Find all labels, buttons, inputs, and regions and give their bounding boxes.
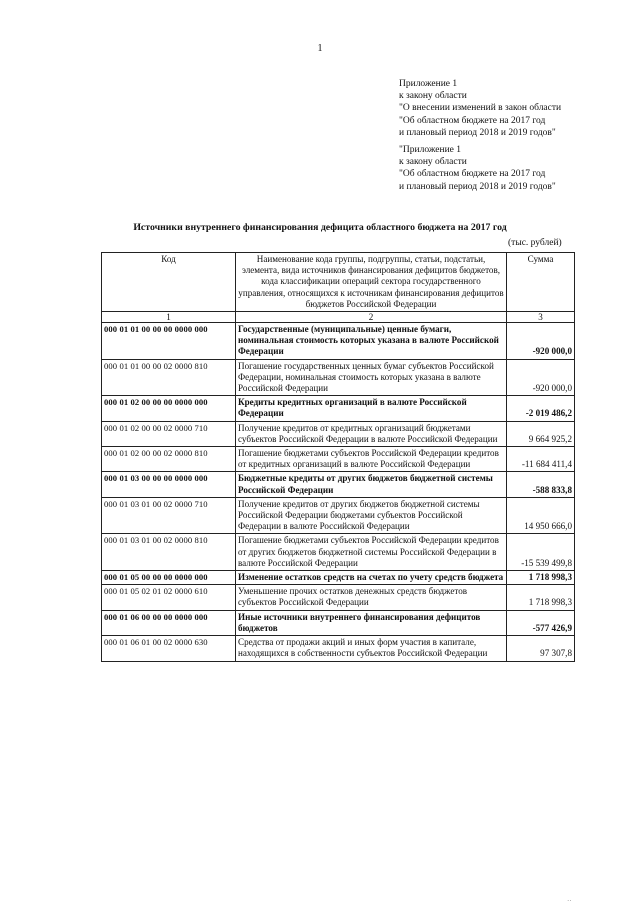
- name-cell: Изменение остатков средств на счетах по учету средств бюджета: [236, 571, 507, 585]
- name-cell: Погашение бюджетами субъектов Российской Федерации кредитов от кредитных организаций в валюте Российской Федерации: [236, 447, 507, 472]
- code-cell: 000 01 02 00 00 02 0000 710: [102, 421, 236, 446]
- column-number: 2: [236, 312, 507, 323]
- table-row: [102, 472, 575, 497]
- appendix-block-amendment: [399, 78, 629, 139]
- appendix-line: "О внесении изменений в закон области: [399, 103, 562, 114]
- name-cell: Кредиты кредитных организаций в валюте Российской Федерации: [236, 396, 507, 421]
- appendix-block-original: [399, 144, 629, 193]
- sum-cell: -11 684 411,4: [507, 447, 575, 472]
- appendix-line: "Об областном бюджете на 2017 год: [399, 115, 546, 126]
- name-cell: Бюджетные кредиты от других бюджетов бюджетной системы Российской Федерации: [236, 472, 507, 497]
- header-code: Код: [102, 253, 236, 312]
- units-label: (тыс. рублей): [508, 238, 562, 248]
- code-cell: 000 01 05 00 00 00 0000 000: [102, 571, 236, 585]
- sum-cell: 14 950 666,0: [507, 497, 575, 534]
- sum-cell: 1 718 998,3: [507, 571, 575, 585]
- name-cell: Государственные (муниципальные) ценные бумаги, номинальная стоимость которых указана в валюте Российской Федерации: [236, 323, 507, 360]
- sum-cell: -920 000,0: [507, 323, 575, 360]
- sum-cell: -2 019 486,2: [507, 396, 575, 421]
- appendix-line: "Об областном бюджете на 2017 год: [399, 169, 546, 180]
- code-cell: 000 01 06 00 00 00 0000 000: [102, 610, 236, 635]
- name-cell: Погашение государственных ценных бумаг субъектов Российской Федерации, номинальная стоимость которых указана в валюте Российской Федерации: [236, 359, 507, 396]
- financing-sources-table: [101, 252, 575, 662]
- column-number-row: [102, 312, 575, 323]
- sum-cell: -920 000,0: [507, 359, 575, 396]
- code-cell: 000 01 02 00 00 00 0000 000: [102, 396, 236, 421]
- appendix-line: и плановый период 2018 и 2019 годов": [399, 181, 556, 192]
- table-row: [102, 323, 575, 360]
- table-row: [102, 636, 575, 661]
- corner-mark: ··: [567, 897, 572, 905]
- name-cell: Получение кредитов от кредитных организаций бюджетами субъектов Российской Федерации в валюте Российской Федерации: [236, 421, 507, 446]
- code-cell: 000 01 05 02 01 02 0000 610: [102, 585, 236, 610]
- appendix-line: и плановый период 2018 и 2019 годов": [399, 127, 556, 138]
- document-title: Источники внутреннего финансирования дефицита областного бюджета на 2017 год: [133, 222, 507, 233]
- sum-cell: -15 539 499,8: [507, 534, 575, 571]
- code-cell: 000 01 02 00 00 02 0000 810: [102, 447, 236, 472]
- table-header-row: [102, 253, 575, 312]
- sum-cell: 1 718 998,3: [507, 585, 575, 610]
- appendix-header: [399, 78, 629, 193]
- name-cell: Получение кредитов от других бюджетов бюджетной системы Российской Федерации бюджетами субъектов Российской Федерации в валюте Российской Федерации: [236, 497, 507, 534]
- page-number: 1: [317, 43, 323, 54]
- table-row: [102, 359, 575, 396]
- code-cell: 000 01 01 00 00 02 0000 810: [102, 359, 236, 396]
- table-row: [102, 585, 575, 610]
- table-row: [102, 447, 575, 472]
- appendix-line: к закону области: [399, 91, 467, 102]
- code-cell: 000 01 01 00 00 00 0000 000: [102, 323, 236, 360]
- column-number: 1: [102, 312, 236, 323]
- sum-cell: -588 833,8: [507, 472, 575, 497]
- table-row: [102, 497, 575, 534]
- name-cell: Средства от продажи акций и иных форм участия в капитале, находящихся в собственности субъектов Российской Федерации: [236, 636, 507, 661]
- sum-cell: -577 426,9: [507, 610, 575, 635]
- name-cell: Иные источники внутреннего финансирования дефицитов бюджетов: [236, 610, 507, 635]
- column-number: 3: [507, 312, 575, 323]
- code-cell: 000 01 03 01 00 02 0000 810: [102, 534, 236, 571]
- name-cell: Уменьшение прочих остатков денежных средств бюджетов субъектов Российской Федерации: [236, 585, 507, 610]
- code-cell: 000 01 03 01 00 02 0000 710: [102, 497, 236, 534]
- appendix-line: "Приложение 1: [399, 145, 461, 156]
- table-row: [102, 610, 575, 635]
- sum-cell: 97 307,8: [507, 636, 575, 661]
- table-row: [102, 571, 575, 585]
- code-cell: 000 01 06 01 00 02 0000 630: [102, 636, 236, 661]
- table-row: [102, 396, 575, 421]
- code-cell: 000 01 03 00 00 00 0000 000: [102, 472, 236, 497]
- header-name: Наименование кода группы, подгруппы, статьи, подстатьи, элемента, вида источников финансирования дефицитов бюджетов, кода классификации операций сектора государственного управления, относящихся к источникам финансирования дефицитов бюджетов Российской Федерации: [236, 253, 507, 312]
- appendix-line: Приложение 1: [399, 79, 458, 89]
- table-row: [102, 534, 575, 571]
- sum-cell: 9 664 925,2: [507, 421, 575, 446]
- table-row: [102, 421, 575, 446]
- header-sum: Сумма: [507, 253, 575, 312]
- appendix-line: к закону области: [399, 157, 467, 168]
- name-cell: Погашение бюджетами субъектов Российской Федерации кредитов от других бюджетов бюджетной системы Российской Федерации в валюте Российской Федерации: [236, 534, 507, 571]
